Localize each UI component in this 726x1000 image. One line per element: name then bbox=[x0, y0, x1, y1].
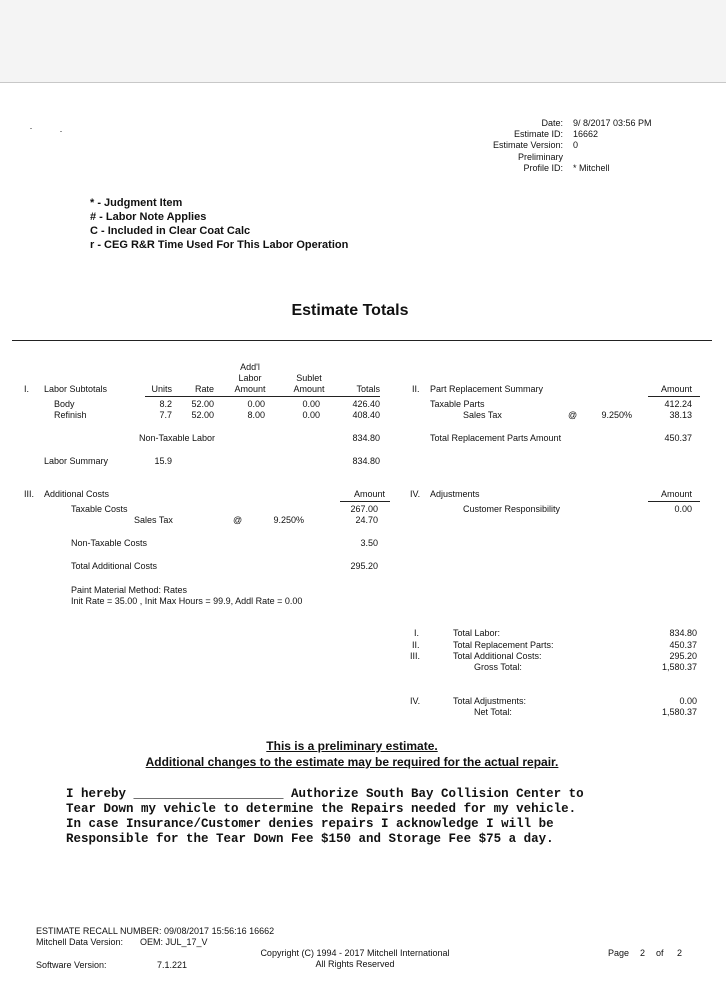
data-version-label: Mitchell Data Version: bbox=[36, 937, 124, 947]
row-name: Refinish bbox=[54, 410, 87, 420]
estimate-status: Preliminary bbox=[517, 152, 563, 162]
summary-value: 450.37 bbox=[669, 640, 697, 650]
taxable-costs-value: 267.00 bbox=[350, 504, 378, 514]
row-total: 408.40 bbox=[352, 410, 380, 420]
page-label: Page bbox=[608, 948, 630, 958]
legend-item: * - Judgment Item bbox=[90, 197, 183, 209]
preliminary-notice: This is a preliminary estimate. bbox=[266, 739, 438, 753]
labor-summary-total: 834.80 bbox=[352, 456, 380, 466]
row-addl: 0.00 bbox=[247, 399, 265, 409]
row-units: 8.2 bbox=[159, 399, 172, 409]
authorization-line: Tear Down my vehicle to determine the Repairs needed for my vehicle. bbox=[66, 802, 577, 816]
header-underline bbox=[340, 501, 390, 502]
customer-responsibility-value: 0.00 bbox=[674, 504, 692, 514]
sales-tax-label: Sales Tax bbox=[134, 515, 173, 525]
addl-header: Labor bbox=[238, 373, 262, 383]
labor-summary-label: Labor Summary bbox=[44, 456, 109, 466]
header-underline bbox=[145, 396, 380, 397]
non-taxable-costs-label: Non-Taxable Costs bbox=[71, 538, 148, 548]
non-taxable-labor-total: 834.80 bbox=[352, 433, 380, 443]
row-total: 426.40 bbox=[352, 399, 380, 409]
legend-item: # - Labor Note Applies bbox=[90, 211, 207, 223]
addl-header: Amount bbox=[234, 384, 266, 394]
copyright: Copyright (C) 1994 - 2017 Mitchell International bbox=[260, 948, 450, 958]
row-units: 7.7 bbox=[159, 410, 172, 420]
labor-subtotals-label: Labor Subtotals bbox=[44, 384, 108, 394]
totals-header: Totals bbox=[356, 384, 380, 394]
gross-total-label: Gross Total: bbox=[474, 662, 522, 672]
total-parts-label: Total Replacement Parts Amount bbox=[430, 433, 562, 443]
estimate-id-label: Estimate ID: bbox=[513, 129, 563, 139]
rate-header: Rate bbox=[194, 384, 214, 394]
at-symbol: @ bbox=[233, 515, 243, 525]
additional-costs-label: Additional Costs bbox=[44, 489, 110, 499]
date-label: Date: bbox=[541, 118, 563, 128]
page-title: Estimate Totals bbox=[291, 302, 409, 319]
parts-summary-label: Part Replacement Summary bbox=[430, 384, 544, 394]
taxable-costs-label: Taxable Costs bbox=[71, 504, 128, 514]
header-underline bbox=[648, 396, 700, 397]
software-version-label: Software Version: bbox=[36, 960, 107, 970]
page-number: 2 bbox=[640, 948, 646, 958]
taxable-parts-label: Taxable Parts bbox=[430, 399, 485, 409]
taxable-parts-value: 412.24 bbox=[664, 399, 692, 409]
non-taxable-labor-label: Non-Taxable Labor bbox=[139, 433, 216, 443]
sales-tax-label: Sales Tax bbox=[463, 410, 502, 420]
summary-num: III. bbox=[410, 651, 421, 661]
row-sublet: 0.00 bbox=[302, 410, 320, 420]
net-total-label: Net Total: bbox=[474, 707, 512, 717]
gross-total-value: 1,580.37 bbox=[661, 662, 697, 672]
sublet-header: Amount bbox=[293, 384, 325, 394]
summary-num: I. bbox=[414, 628, 420, 638]
profile-id-value: * Mitchell bbox=[573, 163, 610, 173]
summary-value: 834.80 bbox=[669, 628, 697, 638]
legend-item: r - CEG R&R Time Used For This Labor Operation bbox=[90, 239, 349, 251]
rights-reserved: All Rights Reserved bbox=[315, 959, 395, 969]
summary-value: 295.20 bbox=[669, 651, 697, 661]
row-sublet: 0.00 bbox=[302, 399, 320, 409]
row-rate: 52.00 bbox=[191, 410, 214, 420]
adjustments-label: Adjustments bbox=[430, 489, 480, 499]
customer-responsibility-label: Customer Responsibility bbox=[463, 504, 561, 514]
estimate-version-label: Estimate Version: bbox=[492, 140, 563, 150]
scan-edge-line bbox=[0, 82, 726, 83]
total-parts-value: 450.37 bbox=[664, 433, 692, 443]
page-of: of bbox=[656, 948, 664, 958]
summary-label: Total Replacement Parts: bbox=[453, 640, 554, 650]
date-value: 9/ 8/2017 03:56 PM bbox=[573, 118, 652, 128]
section-number: III. bbox=[24, 489, 35, 499]
sales-tax-value: 24.70 bbox=[355, 515, 378, 525]
profile-id-label: Profile ID: bbox=[523, 163, 563, 173]
row-rate: 52.00 bbox=[191, 399, 214, 409]
total-additional-label: Total Additional Costs bbox=[71, 561, 158, 571]
at-symbol: @ bbox=[568, 410, 578, 420]
page-total: 2 bbox=[677, 948, 683, 958]
amount-header: Amount bbox=[660, 489, 692, 499]
labor-summary-units: 15.9 bbox=[154, 456, 172, 466]
sublet-header: Sublet bbox=[296, 373, 322, 383]
summary-label: Total Additional Costs: bbox=[453, 651, 542, 661]
paint-rates: Init Rate = 35.00 , Init Max Hours = 99.9, Addl Rate = 0.00 bbox=[71, 596, 303, 606]
total-adjustments-value: 0.00 bbox=[679, 696, 697, 706]
row-addl: 8.00 bbox=[247, 410, 265, 420]
scan-speck bbox=[30, 128, 32, 129]
section-number: I. bbox=[24, 384, 30, 394]
addl-header: Add'l bbox=[240, 362, 260, 372]
tax-rate: 9.250% bbox=[601, 410, 632, 420]
section-number: IV. bbox=[410, 489, 421, 499]
summary-label: Total Labor: bbox=[453, 628, 501, 638]
title-divider bbox=[12, 340, 712, 341]
total-adjustments-label: Total Adjustments: bbox=[453, 696, 527, 706]
summary-num: IV. bbox=[410, 696, 421, 706]
authorization-line: In case Insurance/Customer denies repairs I acknowledge I will be bbox=[66, 817, 554, 831]
row-name: Body bbox=[54, 399, 75, 409]
recall-number: ESTIMATE RECALL NUMBER: 09/08/2017 15:56:16 16662 bbox=[36, 926, 275, 936]
sales-tax-value: 38.13 bbox=[669, 410, 692, 420]
total-additional-value: 295.20 bbox=[350, 561, 378, 571]
software-version-value: 7.1.221 bbox=[157, 960, 188, 970]
paint-method: Paint Material Method: Rates bbox=[71, 585, 188, 595]
scan-speck bbox=[60, 131, 62, 132]
non-taxable-costs-value: 3.50 bbox=[360, 538, 378, 548]
scan-top-band bbox=[0, 0, 726, 82]
tax-rate: 9.250% bbox=[273, 515, 304, 525]
authorization-line: I hereby ____________________ Authorize South Bay Collision Center to bbox=[66, 787, 584, 801]
summary-num: II. bbox=[412, 640, 420, 650]
amount-header: Amount bbox=[660, 384, 692, 394]
estimate-id-value: 16662 bbox=[573, 129, 599, 139]
units-header: Units bbox=[151, 384, 172, 394]
header-underline bbox=[648, 501, 700, 502]
data-version-value: OEM: JUL_17_V bbox=[140, 937, 208, 947]
net-total-value: 1,580.37 bbox=[661, 707, 697, 717]
additional-changes-notice: Additional changes to the estimate may be required for the actual repair. bbox=[145, 755, 559, 769]
legend-item: C - Included in Clear Coat Calc bbox=[90, 225, 251, 237]
estimate-version-value: 0 bbox=[573, 140, 579, 150]
amount-header: Amount bbox=[353, 489, 385, 499]
section-number: II. bbox=[412, 384, 420, 394]
authorization-line: Responsible for the Tear Down Fee $150 and Storage Fee $75 a day. bbox=[66, 832, 554, 846]
